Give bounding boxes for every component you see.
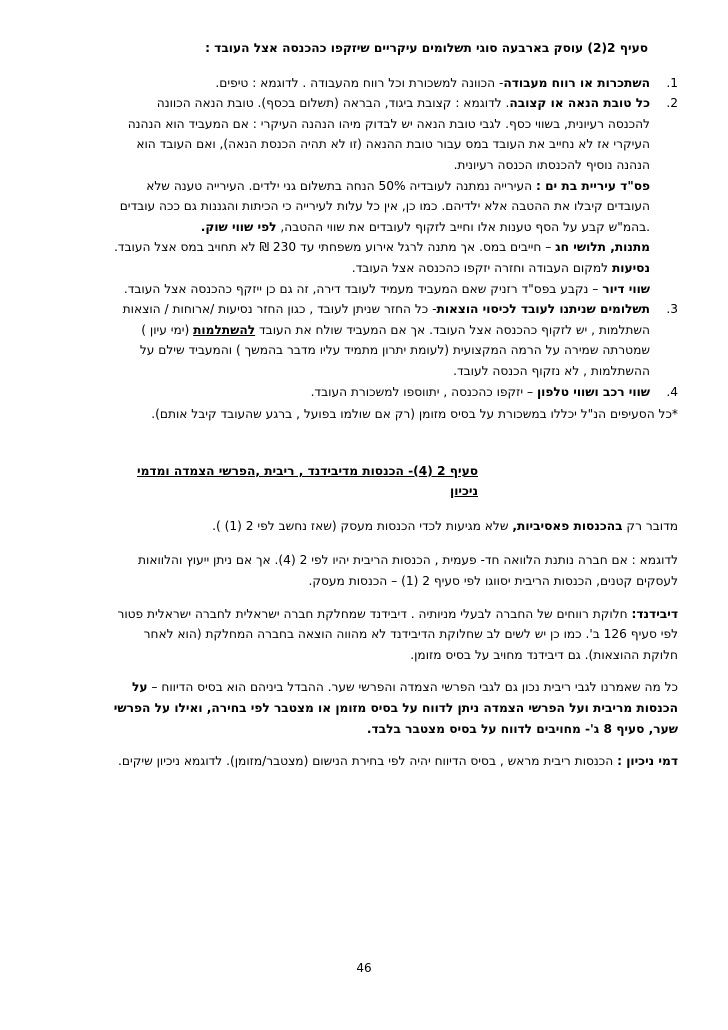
- list-item-text: . לדוגמא : קצובת ביגוד, הבראה (תשלום בכסף). טובת הנאה הכוונה להכנסה רעיונית, בשווי כסף. לגבי טובת הנאה יש לבדוק מיהו הנהנה העיקרי : אם המעביד הוא הנהנה העיקרי אז לא נחייב את העובד במס עבור טובת ההנאה (זו לא תהיה הכנסת הנאה), ואם העובד הוא הנהנה נוסיף להכנסתו הכנסה רעיונית.: [127, 96, 650, 172]
- discount-paragraph: [112, 751, 678, 772]
- passive-text-cont: שלא מגיעות לכדי הכנסות מעסק (שאז נחשב לפי 2 (1) ).: [212, 518, 513, 533]
- list-item-bold: כל טובת הנאה או קצובה: [509, 96, 650, 111]
- list-item-text: – יזקפו כהכנסה , יתווספו למשכורת העובד.: [310, 384, 537, 399]
- travel-paragraph: [112, 258, 650, 279]
- document-page: [112, 38, 678, 772]
- dividend-paragraph: [112, 604, 678, 666]
- list-item-text: - כל החזר שניתן לעובד , כגון החזר נסיעות /ארוחות / הוצאות השתלמות , יש לזקוף כהכנסה אצל העובד. אך אם המעביד שולח את העובד: [122, 302, 650, 337]
- list-item-number: 3.: [666, 302, 678, 317]
- list-item: [112, 73, 678, 94]
- list-item-number: 2.: [666, 96, 678, 111]
- gifts-paragraph: [112, 237, 650, 258]
- list-item-bold: השתכרות או רווח מעבודה: [503, 75, 650, 90]
- gifts-text: – חייבים במס. אך מתנה לרגל אירוע משפחתי עד 230 ₪ לא תחויב במס אצל העובד.: [113, 240, 556, 255]
- list-item-bold: תשלומים שניתנו לעובד לכיסוי הוצאות: [436, 302, 650, 317]
- gifts-title: מתנות, תלושי חג: [555, 240, 650, 255]
- dividend-text: חלוקת רווחים של החברה לבעלי מניותיה . דיבידנד שמחלקת חברה ישראלית לחברה ישראלית פטור לפי סעיף 126 ב'. כמו כן יש לשים לב שחלוקת הדיבידנד לא מהווה הוצאה בחברה המחלקת (הוא לאחר חלוקת ההוצאות). גם דיבידנד מחויב על בסיס מזומן.: [117, 606, 678, 662]
- list-item: [112, 93, 678, 299]
- travel-text: למקום העבודה וחזרה יזקפו כהכנסה אצל העובד.: [351, 260, 612, 275]
- list-item-number: 1.: [666, 75, 678, 90]
- dividend-title: דיבידנד:: [631, 606, 678, 621]
- linkage-text: כל מה שאמרנו לגבי ריבית נכון גם לגבי הפרשי הצמדה והפרשי שער. ההבדל ביניהם הוא בסיס הדיווח –: [147, 680, 678, 695]
- discount-text: הכנסות ריבית מראש , בסיס הדיווח יהיה לפי בחירת הנישום (מצטבר/מזומן). לדוגמא ניכיון שיקים.: [118, 754, 618, 769]
- section1-title: סעיף 2(2) עוסק בארבעה סוגי תשלומים עיקריים שיזקפו כהכנסה אצל העובד :: [205, 41, 648, 55]
- psd-paragraph: [112, 176, 650, 238]
- psd-tail: לפי שווי שוק.: [200, 219, 277, 234]
- passive-text: מדובר רק: [622, 518, 678, 533]
- housing-title: שווי דיור: [602, 281, 650, 296]
- housing-paragraph: [112, 279, 650, 300]
- list-item-bold: שווי רכב ושווי טלפון: [536, 384, 650, 399]
- linkage-bold: על הכנסות מריבית ועל הפרשי הצמדה ניתן לדווח על בסיס מזומן או מצטבר לפי בחירה, ואילו על הפרשי שער, סעיף 8 ג'- מחויבים לדווח על בסיס מצטבר בלבד.: [113, 680, 678, 736]
- list-item-text-cont: (ימי עיון ) שמטרתה שמירה על הרמה המקצועית (לעומת יתרון מתמיד עליו מדבר בהמשך ) והמעביד שילם על ההשתלמות , לא נזקוף הכנסה לעובד.: [139, 322, 650, 378]
- section1-list: [112, 73, 678, 403]
- list-item: [112, 299, 678, 381]
- passive-income-paragraph: [112, 516, 678, 537]
- discount-title: דמי ניכיון :: [617, 754, 678, 769]
- psd-title: פס"ד עיריית בת ים :: [535, 178, 650, 193]
- travel-title: נסיעות: [611, 260, 650, 275]
- list-item-text: - הכוונה למשכורת וכל רווח מהעבודה . לדוגמא : טיפים.: [215, 75, 504, 90]
- list-item: [112, 382, 678, 403]
- section2-title: סעיף 2 (4)- הכנסות מדיבידנד , ריבית ,הפרשי הצמדה ומדמי ניכיון: [137, 463, 478, 499]
- example-paragraph: לדוגמא : אם חברה נותנת הלוואה חד- פעמית , הכנסות הריבית יהיו לפי 2 (4). אך אם ניתן ייעוץ והלוואות לעסקים קטנים, הכנסות הריבית יסווגו לפי סעיף 2 (1) – הכנסות מעסק.: [138, 553, 678, 589]
- housing-text: – נקבע בפס"ד רזניק שאם המעביד מעמיד לעובד דירה, זה גם כן ייזקף כהכנסה אצל העובד.: [123, 281, 603, 296]
- passive-bold: בהכנסות פאסיביות,: [512, 518, 623, 533]
- psd-text: העירייה נמתנה לעובדיה 50% הנחה בתשלום גני ילדים. העירייה טענה שלא העובדים קיבלו את ההטבה אלא ילדיהם. כמו כן, אין כל עלות לעירייה כי הכיתות והגננות גם ככה עובדים .בהמ"ש קבע על הסף טענות אלו וחייב לזקוף לעובדים את שווי ההטבה,: [119, 178, 650, 234]
- list-item-number: 4.: [666, 384, 678, 399]
- seminar-term: להשתלמות: [193, 322, 256, 337]
- page-number: 46: [356, 961, 372, 975]
- footnote: *כל הסעיפים הנ"ל יכללו במשכורת על בסיס מזומן (רק אם שולמו בפועל , ברגע שהעובד קיבל אותם).: [151, 407, 678, 422]
- linkage-paragraph: [112, 677, 678, 739]
